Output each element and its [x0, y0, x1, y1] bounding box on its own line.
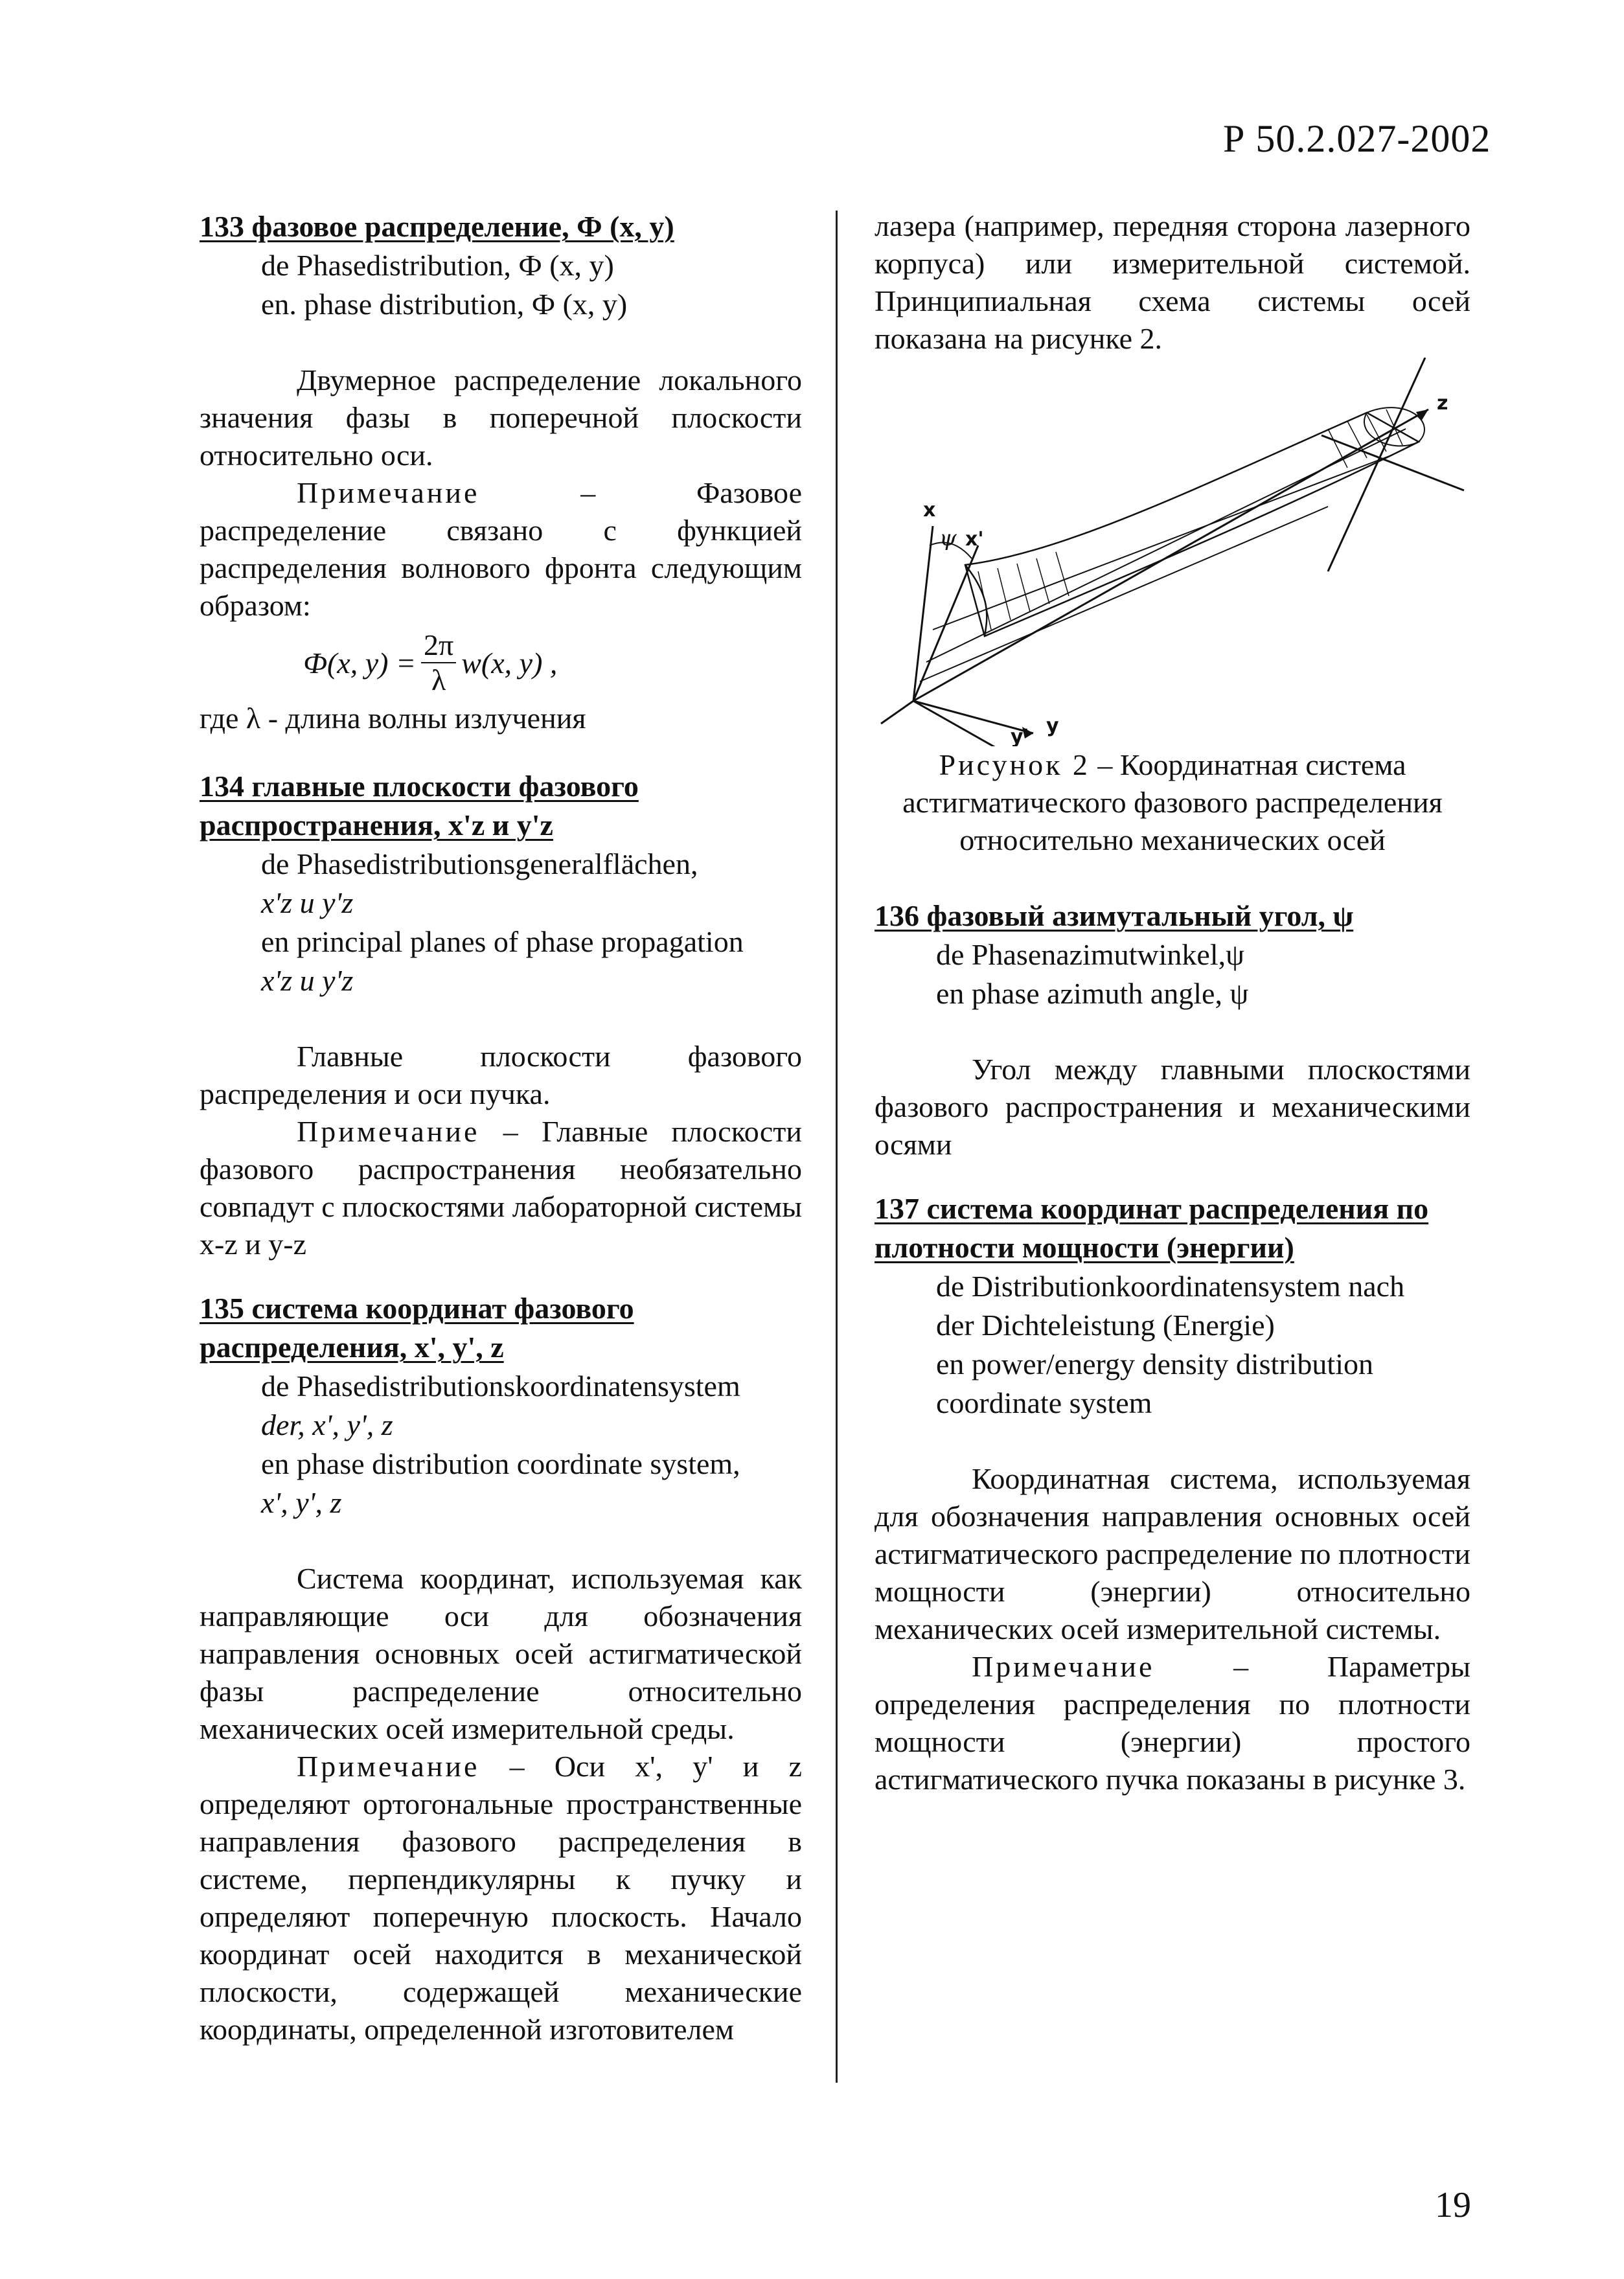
formula-denominator: λ — [431, 663, 446, 696]
term-136-title: фазовый азимутальный угол, ψ — [926, 899, 1354, 932]
term-134-note: – Главные плоскости фазового распространения необязательно совпадут с плоскостями лабораторной системы x-z и y-z — [200, 1115, 802, 1261]
figure-2-caption — [875, 746, 1470, 859]
term-134-en: en principal planes of phase propagation — [261, 925, 744, 958]
term-133-heading — [200, 207, 802, 246]
note-label: Примечание — [297, 1115, 480, 1148]
ray-line — [926, 429, 1406, 662]
term-134-en-symbols: x'z и y'z — [261, 964, 354, 997]
upper-axis-line — [1328, 358, 1425, 571]
continued-paragraph: лазера (например, передняя сторона лазерного корпуса) или измерительной системой. Принципиальная схема системы осей показана на рисунке 2. — [875, 209, 1470, 355]
term-136-de: de Phasenazimutwinkel,ψ — [936, 938, 1244, 971]
term-137-en-cont: coordinate system — [936, 1386, 1152, 1419]
term-136-number: 136 — [875, 899, 919, 932]
term-135-heading — [200, 1289, 802, 1367]
z-axis-line — [913, 409, 1428, 701]
term-137-note: – Параметры определения распределения по плотности мощности (энергии) простого астигматического пучка показаны в рисунке 3. — [875, 1650, 1470, 1796]
figure-2-diagram — [875, 358, 1470, 746]
right-axis-line — [1321, 435, 1464, 490]
term-133-title: фазовое распределение, Ф (x, y) — [251, 210, 674, 243]
fig-label-psi: ψ — [939, 525, 957, 551]
term-137-de-cont: der Dichteleistung (Energie) — [936, 1309, 1275, 1342]
ray-line — [933, 455, 1393, 630]
fig-label-z: z — [1437, 392, 1448, 415]
term-137-title: система координат распределения по плотности мощности (энергии) — [875, 1192, 1429, 1264]
page-number: 19 — [1435, 2185, 1471, 2225]
term-135-de: de Phasedistributionskoordinatensystem — [261, 1369, 740, 1403]
fig-label-x-prime: x' — [965, 528, 984, 551]
term-133-definition: Двумерное распределение локального значения фазы в поперечной плоскости относительно оси. — [200, 363, 802, 472]
note-label: Примечание — [972, 1650, 1155, 1683]
note-label: Примечание — [297, 1750, 480, 1783]
fig-label-x: x — [923, 499, 936, 521]
term-136-en: en phase azimuth angle, ψ — [936, 977, 1249, 1010]
column-divider — [836, 211, 838, 2083]
right-column — [875, 207, 1470, 1798]
term-136-definition: Угол между главными плоскостями фазового распространения и механическими осями — [875, 1053, 1470, 1161]
formula-numerator: 2π — [421, 628, 456, 663]
left-column — [200, 207, 802, 2048]
x-axis-line — [913, 526, 933, 701]
term-135-en: en phase distribution coordinate system, — [261, 1447, 740, 1480]
fig-label-y: y — [1046, 715, 1059, 737]
phase-formula — [303, 628, 802, 697]
term-133-number: 133 — [200, 210, 244, 243]
origin-extension-line — [881, 701, 913, 724]
formula-left: Ф(x, y) = — [303, 646, 417, 680]
document-code: Р 50.2.027-2002 — [1223, 117, 1491, 160]
term-134-title: главные плоскости фазового распространения, x'z и y'z — [200, 770, 639, 842]
term-133-de: de Phasedistribution, Ф (x, y) — [261, 249, 614, 282]
formula-where: где λ - длина волны излучения — [200, 702, 586, 735]
figure-caption-text: – Координатная система астигматического фазового распределения относительно механических осей — [902, 748, 1443, 856]
term-137-en: en power/energy density distribution — [936, 1347, 1373, 1380]
term-133-en: en. phase distribution, Ф (x, y) — [261, 288, 628, 321]
fig-label-y-prime: y' — [1011, 726, 1029, 746]
term-133-note: – Фазовое распределение связано с функцией распределения волнового фронта следующим образом: — [200, 476, 802, 622]
term-135-de-symbols: der, x', y', z — [261, 1408, 393, 1441]
figure-caption-label: Рисунок 2 — [939, 748, 1090, 781]
term-137-de: de Distributionkoordinatensystem nach — [936, 1270, 1405, 1303]
term-137-definition: Координатная система, используемая для обозначения направления основных осей астигматического распределение по плотности мощности (энергии) относительно механических осей измерительной системы. — [875, 1462, 1470, 1645]
formula-right: w(x, y) , — [461, 646, 558, 680]
term-137-number: 137 — [875, 1192, 919, 1225]
term-134-de-symbols: x'z и y'z — [261, 886, 354, 919]
term-135-en-symbols: x', y', z — [261, 1486, 342, 1519]
term-135-number: 135 — [200, 1292, 244, 1325]
formula-fraction — [421, 628, 456, 697]
term-134-definition: Главные плоскости фазового распределения и оси пучка. — [200, 1040, 802, 1110]
term-134-number: 134 — [200, 770, 244, 803]
term-135-note: – Оси x', y' и z определяют ортогональные пространственные направления фазового распределения в системе, перпендикулярны к пучку и определяют поперечную плоскость. Начало координат осей находится в механической плоскости, содержащей механические координаты, определенной изготовителем — [200, 1750, 802, 2046]
term-135-title: система координат фазового распределения, x', y', z — [200, 1292, 634, 1364]
note-label: Примечание — [297, 476, 480, 509]
term-137-heading — [875, 1189, 1470, 1267]
term-134-heading — [200, 767, 802, 845]
term-136-heading — [875, 897, 1470, 935]
term-135-definition: Система координат, используемая как направляющие оси для обозначения направления основных осей астигматической фазы распределение относительно механических осей измерительной среды. — [200, 1562, 802, 1745]
term-134-de: de Phasedistributionsgeneralflächen, — [261, 847, 698, 880]
